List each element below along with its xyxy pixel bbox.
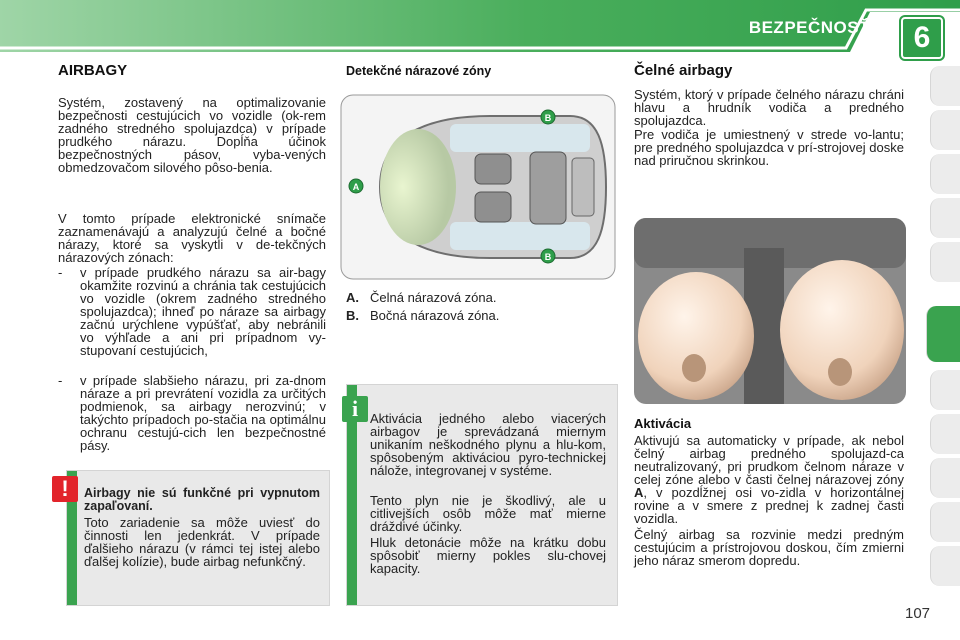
zone-b-label-bottom: B xyxy=(544,252,552,262)
chapter-title: BEZPEČNOSŤ xyxy=(748,18,870,37)
chapter-tab-10[interactable] xyxy=(930,502,960,542)
chapter-tab-5[interactable] xyxy=(930,242,960,282)
detection-zones-title: Detekčné nárazové zóny xyxy=(346,64,492,78)
chapter-tab-strip xyxy=(926,66,960,606)
bullet-text: v prípade prudkého nárazu sa air-bagy okamžite rozvinú a chránia tak cestujúcich vo vozidle (okrem zadného stredného spolujazdca); ihneď po náraze sa airbagy začnú urýchlene vypúšťať, aby nebránili vo výhľade a ani pri prípadnom vy-stupovaní cestujúcich, xyxy=(80,265,326,358)
front-left-seat xyxy=(475,154,511,184)
rear-bench-seat xyxy=(530,152,566,224)
activation-subtitle: Aktivácia xyxy=(634,416,692,431)
info-paragraph-1: Aktivácia jedného alebo viacerých airbagov je sprevádzaná miernym unikaním neškodného plynu a hlu-kom, spôsobeným aktiváciou pyro-technickej nálože, integrovanej v systéme. xyxy=(370,411,606,478)
bullet-weak-impact xyxy=(58,374,326,452)
trunk-area xyxy=(572,158,594,216)
front-right-seat xyxy=(475,192,511,222)
info-icon: i xyxy=(342,396,368,422)
bullet-dash: - xyxy=(58,265,63,280)
frontal-paragraph-2: Pre vodiča je umiestnený v strede vo-lantu; pre predného spolujazdca v prí-strojovej doske nad priručnou skrinkou. xyxy=(634,127,904,168)
driver-head xyxy=(682,354,706,382)
chapter-number-badge: 6 xyxy=(901,17,943,59)
activation-text-end: , v pozdĺžnej osi vo-zidla v horizontálnej rovine a v smere z prednej k zadnej časti vozidla. xyxy=(634,485,904,526)
legend-key-a: A. xyxy=(346,290,359,305)
chapter-tab-1[interactable] xyxy=(930,66,960,106)
bullet-dash: - xyxy=(58,373,63,388)
info-paragraph-3: Hluk detonácie môže na krátku dobu spôsobiť mierny pokles slu-chovej kapacity. xyxy=(370,535,606,576)
legend-row-b xyxy=(346,308,499,323)
chapter-tab-6-active[interactable] xyxy=(926,306,960,362)
warning-title: Airbagy nie sú funkčné pri vypnutom zapaľovaní. xyxy=(84,486,320,513)
chapter-tab-9[interactable] xyxy=(930,458,960,498)
chapter-tab-11[interactable] xyxy=(930,546,960,586)
detection-zones-diagram xyxy=(340,94,616,280)
legend-key-b: B. xyxy=(346,308,359,323)
chapter-tab-8[interactable] xyxy=(930,414,960,454)
frontal-airbags-title: Čelné airbagy xyxy=(634,62,733,79)
legend-text-b: Bočná nárazová zóna. xyxy=(370,308,500,323)
detection-paragraph: V tomto prípade elektronické snímače zaznamenávajú a analyzujú čelné a bočné nárazy, ktoré sa vyskytli v de-tekčných nárazových zónach: xyxy=(58,211,326,265)
warning-body: Toto zariadenie sa môže uviesť do činnosti len jedenkrát. V prípade ďalšieho nárazu (v rámci tej istej alebo ďalšej kolízie), bude airbag nefunkčný. xyxy=(84,515,320,569)
activation-text-start: Aktivujú sa automaticky v prípade, ak nebol čelný airbag predného spolujazd-ca neutralizovaný, pri prudkom čelnom náraze v celej zóne alebo v časti čelnej nárazovej zóny xyxy=(634,433,904,487)
intro-paragraph: Systém, zostavený na optimalizovanie bezpečnosti cestujúcich vo vozidle (ok-rem zadného stredného spolujazdca) v prípade prudkého nárazu. Dopĺňa účinok bezpečnostných pásov, vyba-vených obmedzovačom silového pôso-benia. xyxy=(58,95,326,175)
side-zone-b-top xyxy=(450,124,590,152)
bullet-text: v prípade slabšieho nárazu, pri za-dnom náraze a pri prevrátení vozidla za určitých podmienok, sa airbagy nerozvinú; v takýchto prípadoch po-stačia na optimálnu ochranu cestujú-cich len bezpečnostné pásy. xyxy=(80,373,326,453)
bullet-strong-impact xyxy=(58,266,326,357)
activation-paragraph xyxy=(634,434,904,525)
deployment-paragraph: Čelný airbag sa rozvinie medzi predným cestujúcim a prístrojovou doskou, čím zmierni jeho náraz smerom dopredu. xyxy=(634,527,904,568)
chapter-tab-4[interactable] xyxy=(930,198,960,238)
chapter-tab-3[interactable] xyxy=(930,154,960,194)
frontal-zone-a xyxy=(380,129,456,245)
frontal-airbags-photo xyxy=(634,218,906,404)
legend-text-a: Čelná nárazová zóna. xyxy=(370,290,497,305)
info-paragraph-2: Tento plyn nie je škodlivý, ale u citlivejších osôb môže mať mierne dráždivé účinky. xyxy=(370,493,606,534)
passenger-head xyxy=(828,358,852,386)
zone-a-label: A xyxy=(352,182,360,192)
activation-zone-ref: A xyxy=(634,485,644,500)
side-zone-b-bottom xyxy=(450,222,590,250)
legend-row-a xyxy=(346,290,496,305)
chapter-tab-7[interactable] xyxy=(930,370,960,410)
zone-b-label-top: B xyxy=(544,113,552,123)
chapter-tab-2[interactable] xyxy=(930,110,960,150)
warning-icon: ! xyxy=(52,476,78,502)
frontal-paragraph-1: Systém, ktorý v prípade čelného nárazu chráni hlavu a hrudník vodiča a predného spolujazdca. xyxy=(634,87,904,128)
page-number: 107 xyxy=(905,605,931,622)
section-title-airbagy: AIRBAGY xyxy=(58,62,128,79)
